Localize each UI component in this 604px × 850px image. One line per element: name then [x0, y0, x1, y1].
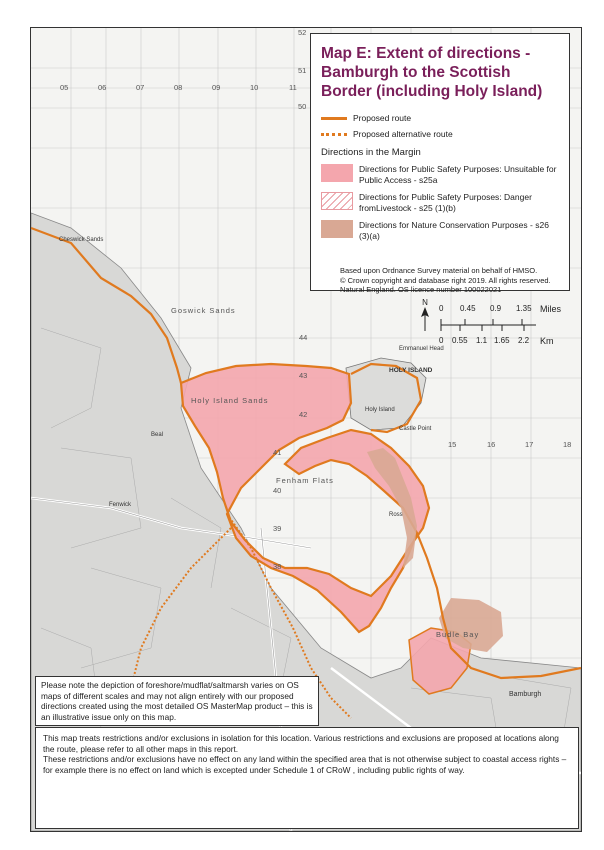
grid-label: 05	[60, 83, 69, 92]
grid-label: 41	[273, 448, 282, 457]
scale-unit: Km	[540, 336, 554, 346]
legend-alternative-route	[321, 129, 559, 139]
grid-label: 42	[299, 410, 308, 419]
scale-km-labels	[436, 336, 576, 348]
scale-tick: 0	[439, 304, 444, 313]
legend-subheading: Directions in the Margin	[321, 147, 421, 158]
scale-miles-labels	[436, 304, 576, 316]
legend-nature-conservation	[321, 220, 559, 242]
copyright-notice	[340, 266, 576, 295]
place-beal: Beal	[151, 432, 164, 438]
north-arrow-icon	[420, 307, 430, 331]
scale-bar	[436, 304, 576, 348]
grid-label: 06	[98, 83, 107, 92]
grid-label: 52	[298, 28, 307, 37]
legend-unsuitable	[321, 164, 559, 186]
copyright-line: Based upon Ordnance Survey material on behalf of HMSO.	[340, 266, 538, 275]
alternative-route-swatch	[321, 133, 347, 136]
scale-tick: 1.35	[516, 304, 532, 313]
scale-bar-graphic	[436, 316, 546, 334]
place-fenham-flats: Fenham Flats	[276, 476, 334, 485]
grid-label: 43	[299, 371, 308, 380]
legend-label: Directions for Public Safety Purposes: Unsuitable for Public Access - s25a	[359, 164, 557, 185]
hatched-swatch	[321, 192, 353, 210]
grid-label: 08	[174, 83, 183, 92]
grid-label: 39	[273, 524, 282, 533]
place-goswick-sands: Goswick Sands	[171, 306, 236, 315]
place-holy-island: HOLY ISLAND	[389, 367, 433, 374]
scale-tick: 0.55	[452, 336, 468, 345]
legend-label: Proposed route	[353, 113, 412, 123]
grid-label: 10	[250, 83, 259, 92]
scale-tick: 1.65	[494, 336, 510, 345]
grid-label: 15	[448, 440, 457, 449]
grid-label: 50	[298, 102, 307, 111]
map-legend	[310, 33, 570, 291]
foreshore-note: Please note the depiction of foreshore/mudflat/saltmarsh varies on OS maps of different scales and may not align entirely with our proposed directions created using the most detailed OS MasterMap product – this is an illustrative issue only on this map.	[35, 676, 319, 726]
restrictions-note	[35, 727, 579, 829]
legend-danger-livestock	[321, 192, 559, 214]
place-fenwick: Fenwick	[109, 502, 132, 508]
scale-unit: Miles	[540, 304, 562, 314]
copyright-line: Natural England. OS licence number 100022021	[340, 285, 502, 294]
scale-tick: 0.45	[460, 304, 476, 313]
restrictions-note-paragraph: This map treats restrictions and/or exclusions in isolation for this location. Various restrictions and exclusions are proposed at locations along the route, please refer to all other maps in this report.	[43, 733, 559, 754]
legend-proposed-route	[321, 113, 559, 123]
restrictions-note-paragraph: These restrictions and/or exclusions have no effect on any land within the specified area that is not otherwise subject to coastal access rights – for example there is no effect on land which is excepted under Schedule 1 of CRoW , including public rights of way.	[43, 754, 567, 775]
scale-tick: 0	[439, 336, 444, 345]
map-title: Map E: Extent of directions - Bamburgh to the Scottish Border (including Holy Island)	[321, 45, 543, 100]
legend-label: Directions for Public Safety Purposes: Danger fromLivestock - s25 (1)(b)	[359, 192, 532, 213]
legend-label: Directions for Nature Conservation Purposes - s26 (3)(a)	[359, 220, 549, 241]
grid-label: 17	[525, 440, 534, 449]
copyright-line: © Crown copyright and database right 2019. All rights reserved.	[340, 275, 551, 285]
scale-tick: 0.9	[490, 304, 502, 313]
route-line-swatch	[321, 117, 347, 120]
brown-swatch	[321, 220, 353, 238]
place-budle-bay: Budle Bay	[436, 630, 480, 639]
pink-swatch	[321, 164, 353, 182]
legend-label: Proposed alternative route	[353, 129, 453, 139]
grid-label: 16	[487, 440, 496, 449]
place-bamburgh: Bamburgh	[509, 691, 542, 698]
north-label: N	[422, 298, 428, 307]
grid-label: 40	[273, 486, 282, 495]
place-emmanuel-head: Emmanuel Head	[399, 346, 444, 352]
grid-label: 09	[212, 83, 221, 92]
place-castle-point: Castle Point	[399, 426, 432, 432]
place-cheswick-sands: Cheswick Sands	[59, 237, 104, 243]
grid-label: 38	[273, 562, 282, 571]
place-holy-island-sands: Holy Island Sands	[191, 396, 269, 405]
scale-tick: 2.2	[518, 336, 530, 345]
grid-label: 11	[289, 83, 297, 92]
scale-tick: 1.1	[476, 336, 488, 345]
grid-label: 44	[299, 333, 308, 342]
place-holy-island-village: Holy Island	[365, 407, 395, 413]
north-arrow	[420, 298, 430, 333]
place-ross: Ross	[389, 512, 403, 518]
grid-label: 18	[563, 440, 572, 449]
grid-label: 07	[136, 83, 145, 92]
grid-label: 51	[298, 66, 307, 75]
